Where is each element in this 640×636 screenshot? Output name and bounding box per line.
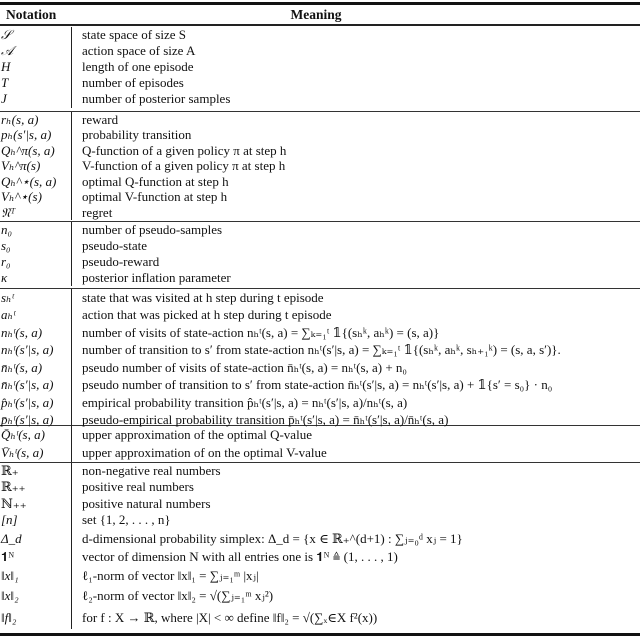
table-row [0,158,640,174]
meaning-cell: number of visits of state-action nₕᵗ(s, a) = ∑ₖ₌₁ᵗ 𝟙{(sₕᵏ, aₕᵏ) = (s, a)} [82,324,440,340]
table-row [0,59,640,75]
table-header [0,5,640,24]
meaning-cell: positive real numbers [82,479,194,494]
table-row [0,222,640,238]
group-math [0,463,640,636]
table-row [0,479,640,496]
table-row [0,27,640,43]
notation-cell: 𝔑ᵀ [0,205,72,221]
notation-cell: ‖x‖₁ [0,566,72,585]
table-row [0,306,640,324]
table-row [0,359,640,377]
meaning-cell: state space of size S [82,26,186,42]
table-row [0,112,640,128]
meaning-cell: positive natural numbers [82,495,211,511]
table-row [0,270,640,286]
meaning-cell: number of transition to s′ from state-action nₕᵗ(s′|s, a) = ∑ₖ₌₁ᵗ 𝟙{(sₕᵏ, aₕᵏ, sₕ₊₁ᵏ) = (s, a, s′)}. [82,342,561,357]
notation-cell: ℕ₊₊ [0,496,72,513]
meaning-cell: empirical probability transition p̂ₕᵗ(s′|s, a) = nₕᵗ(s′|s, a)/nₕᵗ(s, a) [82,394,408,410]
table-row [0,254,640,270]
meaning-cell: Q-function of a given policy π at step h [82,142,287,158]
notation-cell: r₀ [0,254,72,270]
meaning-cell: state that was visited at h step during t episode [82,289,324,305]
notation-cell: n̄ₕᵗ(s, a) [0,359,72,377]
notation-cell: rₕ(s, a) [0,112,72,128]
meaning-cell: ℓ₂-norm of vector ‖x‖₂ = √(∑ⱼ₌₁ᵐ xⱼ²) [82,587,274,603]
table-row [0,189,640,205]
meaning-cell: V-function of a given policy π at step h [82,158,286,173]
notation-cell: T [0,75,72,91]
meaning-cell: non-negative real numbers [82,462,221,478]
notation-cell: nₕᵗ(s, a) [0,324,72,342]
meaning-cell: set {1, 2, . . . , n} [82,512,171,527]
notation-cell: Δ_d [0,529,72,548]
notation-cell: sₕᵗ [0,289,72,307]
table-row [0,91,640,107]
notation-cell: ℝ₊₊ [0,479,72,496]
notation-cell: pₕ(s′|s, a) [0,127,72,143]
table-row [0,75,640,91]
meaning-cell: action that was picked at h step during t episode [82,307,332,322]
table-row [0,43,640,59]
header-notation: Notation [6,6,57,22]
table-row [0,548,640,566]
meaning-cell: d-dimensional probability simplex: Δ_d = {x ∈ ℝ₊^(d+1) : ∑ⱼ₌₀ᵈ xⱼ = 1} [82,530,463,546]
meaning-cell: pseudo number of transition to s′ from state-action n̄ₕᵗ(s′|s, a) = nₕᵗ(s′|s, a) + 𝟙{s′ = s₀} · n₀ [82,377,553,392]
table-row [0,585,640,607]
notation-cell: ‖x‖₂ [0,585,72,607]
meaning-cell: number of posterior samples [82,91,231,107]
meaning-cell: length of one episode [82,58,194,74]
table-row [0,426,640,444]
header-meaning: Meaning [290,6,342,22]
meaning-cell: vector of dimension N with all entries one is 𝟏ᴺ ≜ (1, . . . , 1) [82,548,398,564]
notation-cell: Vₕ^⋆(s) [0,189,72,205]
notation-cell: 𝟏ᴺ [0,548,72,566]
notation-cell: V̄ₕᵗ(s, a) [0,444,72,462]
notation-cell: p̄ₕᵗ(s′|s, a) [0,411,72,429]
group-basics [0,26,640,112]
table-row [0,376,640,394]
notation-cell: 𝒮 [0,27,72,43]
table-row [0,463,640,480]
group-functions [0,112,640,222]
meaning-cell: for f : X → ℝ, where |X| < ∞ define ‖f‖₂ = √(∑ₓ∈X f²(x)) [82,609,378,625]
table-row [0,324,640,342]
meaning-cell: pseudo-reward [82,253,160,269]
meaning-cell: number of pseudo-samples [82,221,223,237]
group-upper-approx [0,426,640,463]
meaning-cell: upper approximation of on the optimal V-value [82,444,327,460]
table-row [0,174,640,190]
notation-cell: nₕᵗ(s′|s, a) [0,341,72,359]
notation-cell: Vₕ^π(s) [0,158,72,174]
notation-cell: n₀ [0,222,72,238]
table-row [0,529,640,548]
table-row [0,341,640,359]
notation-cell: Qₕ^⋆(s, a) [0,174,72,190]
notation-cell: H [0,59,72,75]
meaning-cell: number of episodes [82,75,184,91]
notation-cell: [n] [0,512,72,529]
notation-cell: aₕᵗ [0,306,72,324]
meaning-cell: pseudo-state [82,237,147,253]
meaning-cell: upper approximation of the optimal Q-value [82,426,312,442]
table-row [0,205,640,221]
table-row [0,444,640,462]
meaning-cell: action space of size A [82,42,196,58]
notation-cell: p̂ₕᵗ(s′|s, a) [0,394,72,412]
table-row [0,607,640,629]
table-row [0,289,640,307]
table-row [0,127,640,143]
group-pseudo [0,222,640,289]
meaning-cell: ℓ₁-norm of vector ‖x‖₁ = ∑ⱼ₌₁ᵐ |xⱼ| [82,567,259,583]
meaning-cell: regret [82,204,113,220]
table-row [0,394,640,412]
table-row [0,238,640,254]
meaning-cell: optimal V-function at step h [82,189,228,204]
notation-cell: κ [0,270,72,286]
table-row [0,143,640,159]
group-counts [0,289,640,426]
meaning-cell: probability transition [82,127,192,142]
table-row [0,496,640,513]
table-row [0,512,640,529]
notation-cell: ℝ₊ [0,463,72,480]
notation-cell: J [0,91,72,107]
notation-cell: 𝒜 [0,43,72,59]
meaning-cell: reward [82,111,119,127]
meaning-cell: pseudo-empirical probability transition p̄ₕᵗ(s′|s, a) = n̄ₕᵗ(s′|s, a)/n̄ₕᵗ(s, a) [82,412,449,427]
meaning-cell: pseudo number of visits of state-action n̄ₕᵗ(s, a) = nₕᵗ(s, a) + n₀ [82,359,407,375]
notation-cell: s₀ [0,238,72,254]
notation-table [0,2,640,636]
notation-cell: Q̄ₕᵗ(s, a) [0,426,72,444]
notation-cell: ‖f‖₂ [0,607,72,629]
notation-cell: Qₕ^π(s, a) [0,143,72,159]
meaning-cell: posterior inflation parameter [82,270,231,286]
table-row [0,566,640,585]
notation-cell: n̄ₕᵗ(s′|s, a) [0,376,72,394]
meaning-cell: optimal Q-function at step h [82,173,229,189]
